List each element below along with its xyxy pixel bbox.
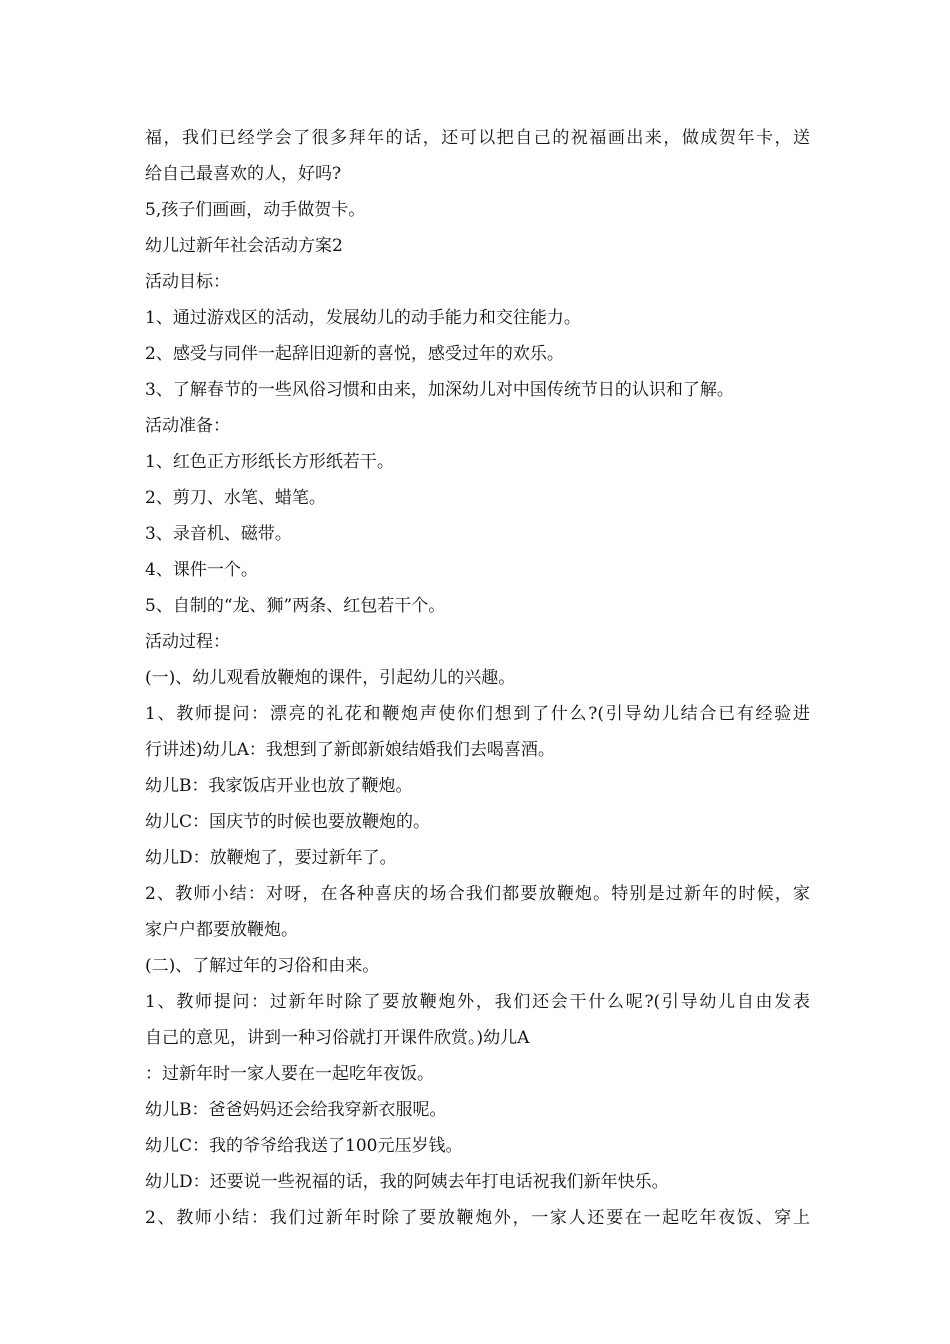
text-line: 2、教师小结：对呀，在各种喜庆的场合我们都要放鞭炮。特别是过新年的时候，家	[145, 884, 810, 904]
text-line: 幼儿D：放鞭炮了，要过新年了。	[145, 848, 397, 868]
list-item: 2、感受与同伴一起辞旧迎新的喜悦，感受过年的欢乐。	[145, 344, 564, 364]
text-line: 幼儿B：我家饭店开业也放了鞭炮。	[145, 776, 413, 796]
text-line: 幼儿D：还要说一些祝福的话，我的阿姨去年打电话祝我们新年快乐。	[145, 1172, 669, 1192]
document-body	[145, 120, 810, 1236]
section-heading: 活动准备：	[145, 416, 230, 436]
list-item: 2、剪刀、水笔、蜡笔。	[145, 488, 326, 508]
list-item: 5、自制的“龙、狮”两条、红包若干个。	[145, 596, 446, 616]
text-line: 幼儿C：我的爷爷给我送了100元压岁钱。	[145, 1136, 463, 1156]
section-heading: 活动过程：	[145, 632, 230, 652]
list-item: 3、了解春节的一些风俗习惯和由来，加深幼儿对中国传统节日的认识和了解。	[145, 380, 734, 400]
text-line: 2、教师小结：我们过新年时除了要放鞭炮外，一家人还要在一起吃年夜饭、穿上	[145, 1208, 810, 1228]
text-line: 家户户都要放鞭炮。	[145, 920, 298, 940]
text-line: 自己的意见，讲到一种习俗就打开课件欣赏。)幼儿A	[145, 1028, 530, 1048]
subsection-heading: (一)、幼儿观看放鞭炮的课件，引起幼儿的兴趣。	[145, 668, 516, 688]
text-line: 行讲述)幼儿A：我想到了新郎新娘结婚我们去喝喜酒。	[145, 740, 555, 760]
list-item: 3、录音机、磁带。	[145, 524, 292, 544]
section-heading: 活动目标：	[145, 272, 230, 292]
text-line: 给自己最喜欢的人，好吗?	[145, 164, 342, 184]
text-line: 1、教师提问：过新年时除了要放鞭炮外，我们还会干什么呢?(引导幼儿自由发表	[145, 992, 810, 1012]
text-line: 幼儿C：国庆节的时候也要放鞭炮的。	[145, 812, 431, 832]
text-line: 1、教师提问：漂亮的礼花和鞭炮声使你们想到了什么?(引导幼儿结合已有经验进	[145, 704, 810, 724]
text-line: 幼儿B：爸爸妈妈还会给我穿新衣服呢。	[145, 1100, 447, 1120]
section-title: 幼儿过新年社会活动方案2	[145, 236, 343, 256]
list-item: 4、课件一个。	[145, 560, 258, 580]
text-line: 5,孩子们画画，动手做贺卡。	[145, 200, 366, 220]
list-item: 1、红色正方形纸长方形纸若干。	[145, 452, 394, 472]
list-item: 1、通过游戏区的活动，发展幼儿的动手能力和交往能力。	[145, 308, 581, 328]
subsection-heading: (二)、了解过年的习俗和由来。	[145, 956, 380, 976]
text-line: ：过新年时一家人要在一起吃年夜饭。	[145, 1064, 434, 1084]
text-line: 福，我们已经学会了很多拜年的话，还可以把自己的祝福画出来，做成贺年卡，送	[145, 128, 810, 148]
